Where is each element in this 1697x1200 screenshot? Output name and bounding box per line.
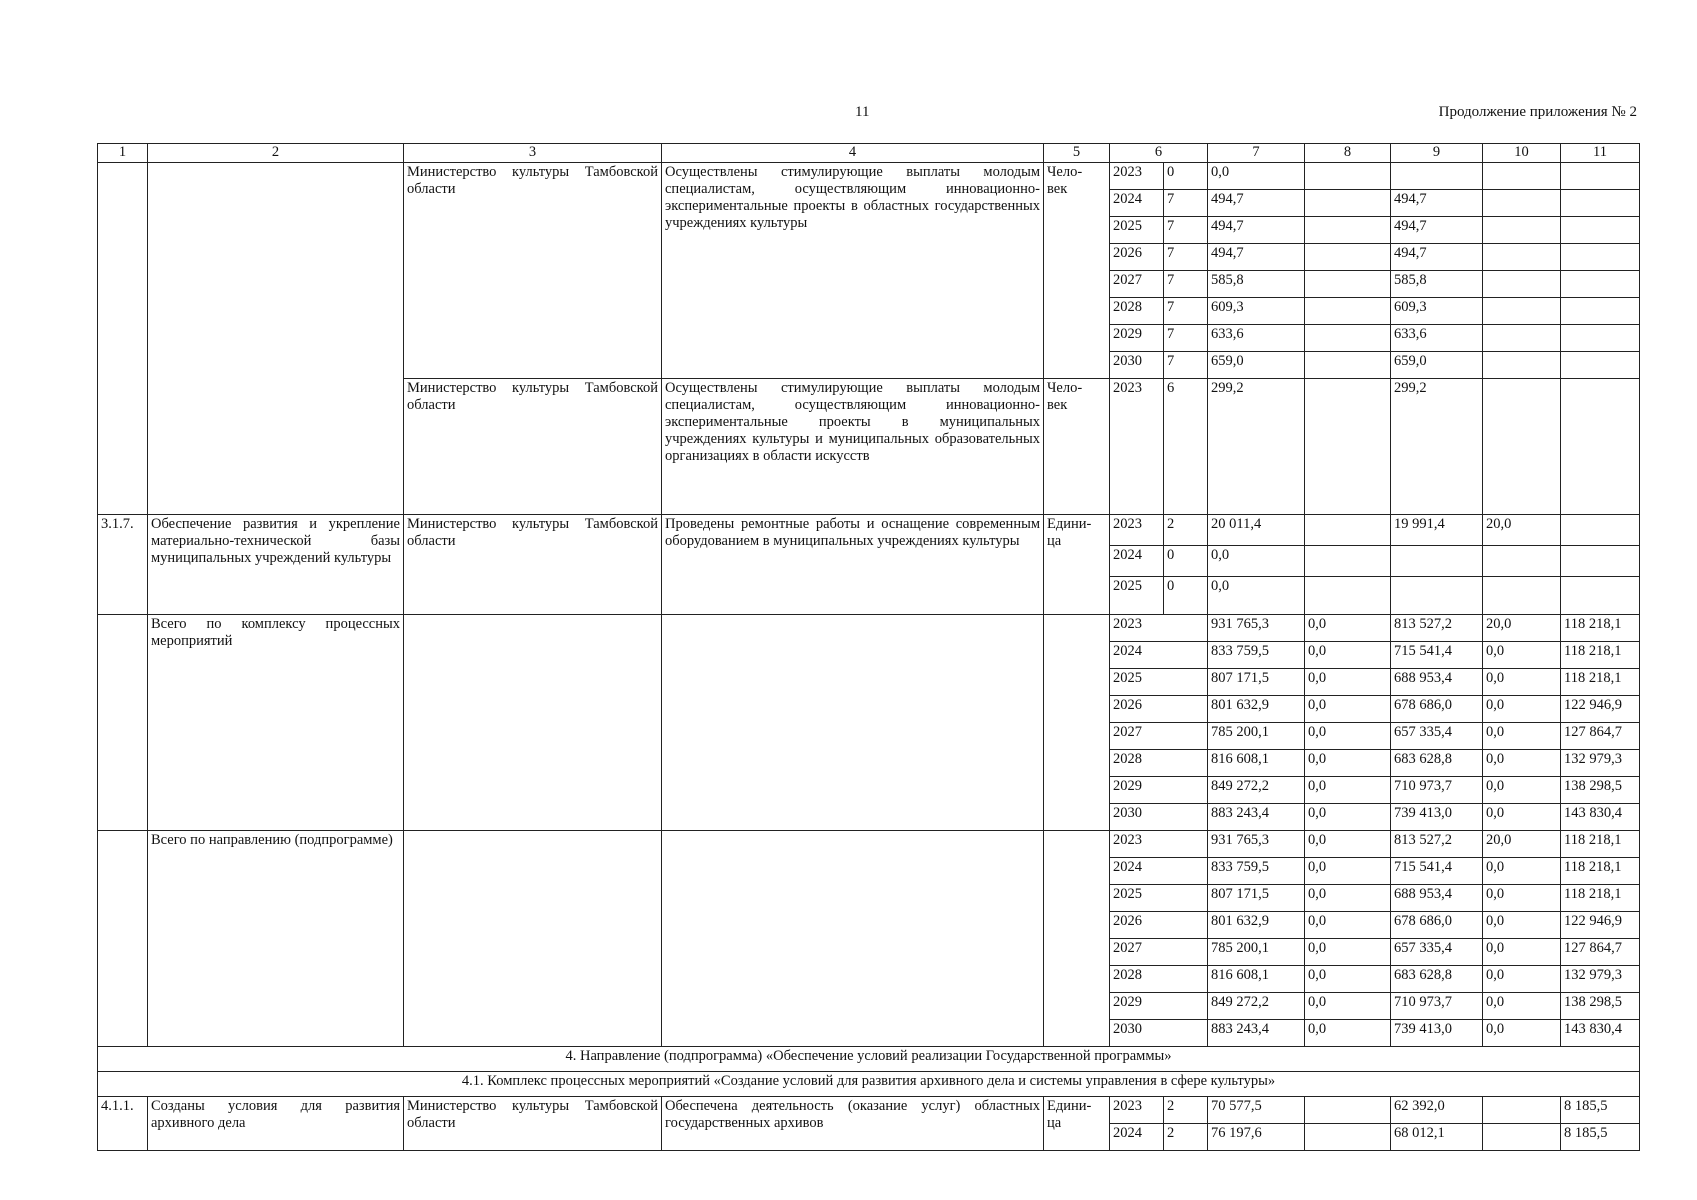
cell-num <box>98 615 148 831</box>
amount-cell: 0,0 <box>1305 615 1391 642</box>
cell-unit <box>1044 615 1110 831</box>
amount-cell <box>1305 163 1391 190</box>
amount-cell <box>1561 546 1640 577</box>
year-cell: 2030 <box>1110 1020 1208 1047</box>
year-cell: 2029 <box>1110 777 1208 804</box>
col-header-11: 11 <box>1561 144 1640 163</box>
amount-cell: 494,7 <box>1391 217 1483 244</box>
amount-cell <box>1561 244 1640 271</box>
amount-cell: 0,0 <box>1305 1020 1391 1047</box>
amount-cell: 20,0 <box>1483 831 1561 858</box>
amount-cell <box>1561 325 1640 352</box>
amount-cell <box>1483 1097 1561 1124</box>
year-cell: 2024 <box>1110 642 1208 669</box>
column-header-row <box>98 144 1640 163</box>
amount-cell: 659,0 <box>1391 352 1483 379</box>
amount-cell: 0,0 <box>1208 546 1305 577</box>
qty-cell: 0 <box>1164 577 1208 615</box>
amount-cell: 118 218,1 <box>1561 858 1640 885</box>
amount-cell: 118 218,1 <box>1561 669 1640 696</box>
executor-cell: Министерство культуры Тамбовской области <box>404 379 662 515</box>
result-cell: Осуществлены стимулирующие выплаты молодым специалистам, осуществляющим инновационно-экспериментальные проекты в областных государственных учреждениях культуры <box>662 163 1044 379</box>
amount-cell: 118 218,1 <box>1561 885 1640 912</box>
amount-cell: 0,0 <box>1208 163 1305 190</box>
amount-cell: 143 830,4 <box>1561 804 1640 831</box>
amount-cell: 0,0 <box>1305 885 1391 912</box>
amount-cell <box>1561 271 1640 298</box>
amount-cell: 122 946,9 <box>1561 912 1640 939</box>
amount-cell <box>1483 190 1561 217</box>
year-cell: 2027 <box>1110 271 1164 298</box>
amount-cell <box>1483 217 1561 244</box>
amount-cell: 0,0 <box>1483 750 1561 777</box>
amount-cell <box>1483 546 1561 577</box>
amount-cell: 118 218,1 <box>1561 615 1640 642</box>
col-header-3: 3 <box>404 144 662 163</box>
amount-cell <box>1483 298 1561 325</box>
cell-unit <box>1044 831 1110 1047</box>
amount-cell <box>1305 577 1391 615</box>
amount-cell <box>1483 352 1561 379</box>
amount-cell: 122 946,9 <box>1561 696 1640 723</box>
qty-cell: 2 <box>1164 515 1208 546</box>
year-cell: 2026 <box>1110 696 1208 723</box>
year-cell: 2029 <box>1110 993 1208 1020</box>
amount-cell: 0,0 <box>1483 696 1561 723</box>
item-name: Обеспечение развития и укрепление материально-технической базы муниципальных учреждений культуры <box>148 515 404 615</box>
amount-cell: 118 218,1 <box>1561 642 1640 669</box>
amount-cell: 127 864,7 <box>1561 939 1640 966</box>
total-direction-label: Всего по направлению (подпрограмме) <box>148 831 404 1047</box>
amount-cell: 132 979,3 <box>1561 966 1640 993</box>
qty-cell: 7 <box>1164 352 1208 379</box>
cell-name <box>148 163 404 515</box>
amount-cell: 585,8 <box>1391 271 1483 298</box>
amount-cell <box>1483 271 1561 298</box>
amount-cell: 8 185,5 <box>1561 1124 1640 1151</box>
amount-cell: 0,0 <box>1305 696 1391 723</box>
amount-cell: 0,0 <box>1483 993 1561 1020</box>
cell-num <box>98 163 148 515</box>
amount-cell: 683 628,8 <box>1391 966 1483 993</box>
amount-cell: 807 171,5 <box>1208 669 1305 696</box>
program-table <box>97 143 1640 1151</box>
year-cell: 2024 <box>1110 858 1208 885</box>
col-header-10: 10 <box>1483 144 1561 163</box>
amount-cell: 807 171,5 <box>1208 885 1305 912</box>
amount-cell: 20 011,4 <box>1208 515 1305 546</box>
amount-cell: 801 632,9 <box>1208 912 1305 939</box>
amount-cell <box>1561 577 1640 615</box>
result-cell: Осуществлены стимулирующие выплаты молодым специалистам, осуществляющим инновационно-экспериментальные проекты в муниципальных учреждениях культуры и муниципальных образовательных организациях в области искусств <box>662 379 1044 515</box>
year-cell: 2028 <box>1110 966 1208 993</box>
amount-cell <box>1305 515 1391 546</box>
amount-cell <box>1305 325 1391 352</box>
amount-cell: 657 335,4 <box>1391 939 1483 966</box>
cell-result <box>662 831 1044 1047</box>
year-cell: 2027 <box>1110 723 1208 750</box>
amount-cell: 20,0 <box>1483 515 1561 546</box>
col-header-6: 6 <box>1110 144 1208 163</box>
amount-cell: 715 541,4 <box>1391 642 1483 669</box>
executor-cell: Министерство культуры Тамбовской области <box>404 1097 662 1151</box>
amount-cell <box>1483 325 1561 352</box>
unit-cell: Едини- ца <box>1044 515 1110 615</box>
amount-cell: 0,0 <box>1208 577 1305 615</box>
year-cell: 2023 <box>1110 515 1164 546</box>
table-row <box>98 163 1640 190</box>
amount-cell <box>1483 244 1561 271</box>
total-complex-label: Всего по комплексу процессных мероприятий <box>148 615 404 831</box>
year-cell: 2025 <box>1110 577 1164 615</box>
amount-cell: 0,0 <box>1305 750 1391 777</box>
amount-cell <box>1561 379 1640 515</box>
col-header-8: 8 <box>1305 144 1391 163</box>
amount-cell <box>1561 217 1640 244</box>
amount-cell: 0,0 <box>1483 966 1561 993</box>
year-cell: 2029 <box>1110 325 1164 352</box>
executor-cell: Министерство культуры Тамбовской области <box>404 163 662 379</box>
qty-cell: 7 <box>1164 298 1208 325</box>
year-cell: 2030 <box>1110 804 1208 831</box>
amount-cell: 678 686,0 <box>1391 912 1483 939</box>
amount-cell: 0,0 <box>1305 858 1391 885</box>
amount-cell: 931 765,3 <box>1208 831 1305 858</box>
amount-cell <box>1391 577 1483 615</box>
amount-cell: 70 577,5 <box>1208 1097 1305 1124</box>
amount-cell: 8 185,5 <box>1561 1097 1640 1124</box>
table-row <box>98 1072 1640 1097</box>
amount-cell: 494,7 <box>1208 190 1305 217</box>
year-cell: 2028 <box>1110 750 1208 777</box>
year-cell: 2025 <box>1110 217 1164 244</box>
amount-cell <box>1305 298 1391 325</box>
amount-cell: 0,0 <box>1483 939 1561 966</box>
year-cell: 2028 <box>1110 298 1164 325</box>
amount-cell <box>1391 163 1483 190</box>
amount-cell <box>1305 1097 1391 1124</box>
amount-cell: 0,0 <box>1483 858 1561 885</box>
amount-cell: 494,7 <box>1208 217 1305 244</box>
amount-cell: 68 012,1 <box>1391 1124 1483 1151</box>
amount-cell: 931 765,3 <box>1208 615 1305 642</box>
year-cell: 2026 <box>1110 912 1208 939</box>
cell-num <box>98 831 148 1047</box>
amount-cell <box>1561 352 1640 379</box>
amount-cell: 883 243,4 <box>1208 1020 1305 1047</box>
qty-cell: 6 <box>1164 379 1208 515</box>
amount-cell: 833 759,5 <box>1208 858 1305 885</box>
amount-cell: 816 608,1 <box>1208 750 1305 777</box>
amount-cell: 0,0 <box>1305 912 1391 939</box>
amount-cell: 0,0 <box>1483 804 1561 831</box>
item-number: 3.1.7. <box>98 515 148 615</box>
amount-cell: 715 541,4 <box>1391 858 1483 885</box>
qty-cell: 7 <box>1164 190 1208 217</box>
col-header-9: 9 <box>1391 144 1483 163</box>
year-cell: 2026 <box>1110 244 1164 271</box>
amount-cell: 0,0 <box>1483 912 1561 939</box>
amount-cell <box>1305 271 1391 298</box>
amount-cell: 688 953,4 <box>1391 885 1483 912</box>
qty-cell: 7 <box>1164 217 1208 244</box>
amount-cell: 785 200,1 <box>1208 723 1305 750</box>
amount-cell: 0,0 <box>1483 723 1561 750</box>
amount-cell: 127 864,7 <box>1561 723 1640 750</box>
amount-cell: 816 608,1 <box>1208 966 1305 993</box>
qty-cell: 2 <box>1164 1124 1208 1151</box>
result-cell: Проведены ремонтные работы и оснащение современным оборудованием в муниципальных учреждениях культуры <box>662 515 1044 615</box>
amount-cell: 0,0 <box>1483 777 1561 804</box>
amount-cell <box>1561 190 1640 217</box>
amount-cell: 0,0 <box>1483 885 1561 912</box>
table-row <box>98 615 1640 642</box>
amount-cell: 833 759,5 <box>1208 642 1305 669</box>
amount-cell <box>1483 1124 1561 1151</box>
col-header-2: 2 <box>148 144 404 163</box>
amount-cell: 20,0 <box>1483 615 1561 642</box>
year-cell: 2023 <box>1110 831 1208 858</box>
col-header-5: 5 <box>1044 144 1110 163</box>
amount-cell: 659,0 <box>1208 352 1305 379</box>
amount-cell: 118 218,1 <box>1561 831 1640 858</box>
amount-cell: 143 830,4 <box>1561 1020 1640 1047</box>
amount-cell: 0,0 <box>1305 966 1391 993</box>
section-complex-heading: 4.1. Комплекс процессных мероприятий «Создание условий для развития архивного дела и системы управления в сфере культуры» <box>98 1072 1640 1097</box>
year-cell: 2023 <box>1110 163 1164 190</box>
amount-cell: 710 973,7 <box>1391 993 1483 1020</box>
section-direction-heading: 4. Направление (подпрограмма) «Обеспечение условий реализации Государственной программы» <box>98 1047 1640 1072</box>
cell-result <box>662 615 1044 831</box>
amount-cell: 0,0 <box>1483 1020 1561 1047</box>
col-header-1: 1 <box>98 144 148 163</box>
amount-cell: 585,8 <box>1208 271 1305 298</box>
amount-cell <box>1305 546 1391 577</box>
qty-cell: 2 <box>1164 1097 1208 1124</box>
amount-cell: 62 392,0 <box>1391 1097 1483 1124</box>
amount-cell: 633,6 <box>1208 325 1305 352</box>
amount-cell <box>1561 298 1640 325</box>
table-row <box>98 831 1640 858</box>
amount-cell <box>1483 379 1561 515</box>
amount-cell: 0,0 <box>1305 804 1391 831</box>
amount-cell: 883 243,4 <box>1208 804 1305 831</box>
appendix-note: Продолжение приложения № 2 <box>1438 104 1637 120</box>
amount-cell <box>1305 352 1391 379</box>
amount-cell: 0,0 <box>1305 831 1391 858</box>
amount-cell <box>1561 515 1640 546</box>
amount-cell: 494,7 <box>1391 244 1483 271</box>
amount-cell <box>1305 379 1391 515</box>
amount-cell: 0,0 <box>1305 723 1391 750</box>
year-cell: 2027 <box>1110 939 1208 966</box>
qty-cell: 0 <box>1164 546 1208 577</box>
page-number: 11 <box>855 104 870 120</box>
year-cell: 2023 <box>1110 1097 1164 1124</box>
amount-cell: 785 200,1 <box>1208 939 1305 966</box>
amount-cell: 739 413,0 <box>1391 1020 1483 1047</box>
unit-cell: Чело- век <box>1044 379 1110 515</box>
amount-cell: 299,2 <box>1208 379 1305 515</box>
amount-cell: 494,7 <box>1391 190 1483 217</box>
col-header-7: 7 <box>1208 144 1305 163</box>
amount-cell: 813 527,2 <box>1391 831 1483 858</box>
amount-cell: 813 527,2 <box>1391 615 1483 642</box>
amount-cell <box>1391 546 1483 577</box>
item-number: 4.1.1. <box>98 1097 148 1151</box>
year-cell: 2023 <box>1110 615 1208 642</box>
amount-cell: 0,0 <box>1305 777 1391 804</box>
qty-cell: 7 <box>1164 271 1208 298</box>
amount-cell: 0,0 <box>1305 642 1391 669</box>
unit-cell: Едини- ца <box>1044 1097 1110 1151</box>
amount-cell <box>1305 217 1391 244</box>
amount-cell: 76 197,6 <box>1208 1124 1305 1151</box>
amount-cell: 678 686,0 <box>1391 696 1483 723</box>
year-cell: 2023 <box>1110 379 1164 515</box>
amount-cell: 138 298,5 <box>1561 777 1640 804</box>
amount-cell: 710 973,7 <box>1391 777 1483 804</box>
amount-cell: 609,3 <box>1391 298 1483 325</box>
amount-cell: 801 632,9 <box>1208 696 1305 723</box>
table-row <box>98 1047 1640 1072</box>
amount-cell: 0,0 <box>1305 669 1391 696</box>
amount-cell: 633,6 <box>1391 325 1483 352</box>
item-name: Созданы условия для развития архивного дела <box>148 1097 404 1151</box>
cell-executor <box>404 831 662 1047</box>
year-cell: 2024 <box>1110 190 1164 217</box>
amount-cell <box>1305 190 1391 217</box>
year-cell: 2025 <box>1110 669 1208 696</box>
amount-cell <box>1561 163 1640 190</box>
year-cell: 2030 <box>1110 352 1164 379</box>
amount-cell: 0,0 <box>1305 993 1391 1020</box>
amount-cell: 0,0 <box>1305 939 1391 966</box>
executor-cell: Министерство культуры Тамбовской области <box>404 515 662 615</box>
amount-cell: 849 272,2 <box>1208 993 1305 1020</box>
amount-cell <box>1483 163 1561 190</box>
year-cell: 2025 <box>1110 885 1208 912</box>
year-cell: 2024 <box>1110 1124 1164 1151</box>
amount-cell <box>1305 244 1391 271</box>
amount-cell: 849 272,2 <box>1208 777 1305 804</box>
amount-cell: 19 991,4 <box>1391 515 1483 546</box>
qty-cell: 7 <box>1164 325 1208 352</box>
amount-cell <box>1483 577 1561 615</box>
amount-cell: 683 628,8 <box>1391 750 1483 777</box>
cell-executor <box>404 615 662 831</box>
col-header-4: 4 <box>662 144 1044 163</box>
amount-cell: 494,7 <box>1208 244 1305 271</box>
amount-cell: 0,0 <box>1483 642 1561 669</box>
amount-cell: 688 953,4 <box>1391 669 1483 696</box>
amount-cell: 138 298,5 <box>1561 993 1640 1020</box>
amount-cell: 299,2 <box>1391 379 1483 515</box>
amount-cell: 739 413,0 <box>1391 804 1483 831</box>
amount-cell <box>1305 1124 1391 1151</box>
year-cell: 2024 <box>1110 546 1164 577</box>
qty-cell: 0 <box>1164 163 1208 190</box>
amount-cell: 0,0 <box>1483 669 1561 696</box>
unit-cell: Чело- век <box>1044 163 1110 379</box>
table-row <box>98 1097 1640 1124</box>
amount-cell: 132 979,3 <box>1561 750 1640 777</box>
qty-cell: 7 <box>1164 244 1208 271</box>
table-row <box>98 515 1640 546</box>
amount-cell: 609,3 <box>1208 298 1305 325</box>
amount-cell: 657 335,4 <box>1391 723 1483 750</box>
result-cell: Обеспечена деятельность (оказание услуг) областных государственных архивов <box>662 1097 1044 1151</box>
